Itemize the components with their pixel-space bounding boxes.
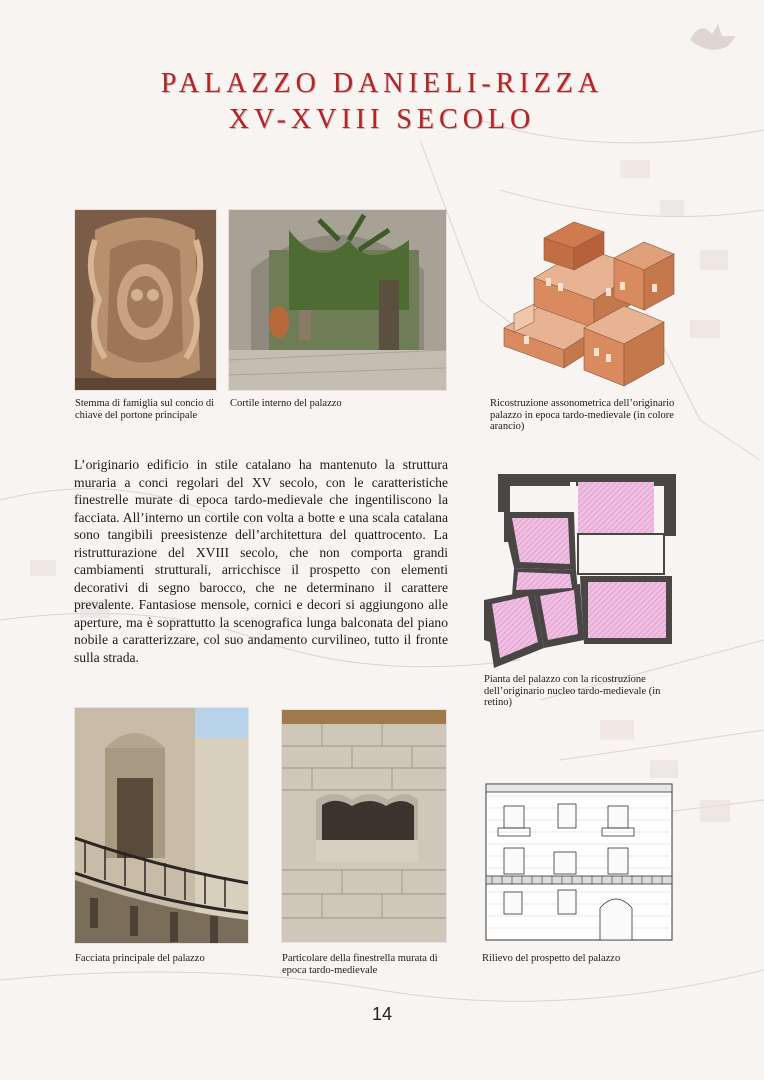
title-line-1: PALAZZO DANIELI-RIZZA xyxy=(160,68,604,99)
body-paragraph: L’originario edificio in stile catalano ha mantenuto la struttura muraria a conci regolari del XV secolo, con le caratteristiche finestrelle murate di epoca tardo-medievale che ingentiliscono la facciata. All’interno un cortile con volta a botte e una scala catalana sono tangibili preesistenze dell’architettura del quattrocento. La ristrutturazione del XVIII secolo, che non comporta grandi cambiamenti strutturali, arricchisce il prospetto con elementi decorativi di segno barocco, che ne determinano il carattere prevalente. Fantasiose mensole, cornici e decori si aggiungono alle aperture, ma è soprattutto la scenografica lunga balconata del piano nobile a caratterizzare, col suo andamento curvilineo, tutto il fronte sulla strada. xyxy=(74,457,448,665)
title-line-2: XV-XVIII SECOLO xyxy=(228,104,536,135)
facade-caption: Facciata principale del palazzo xyxy=(75,953,205,964)
floor-plan-drawing xyxy=(484,472,678,672)
window-detail-caption: Particolare della finestrella murata di epoca tardo-medievale xyxy=(282,953,438,976)
page-number: 14 xyxy=(371,1004,393,1024)
floor-plan-caption: Pianta del palazzo con la ricostruzione dell’originario nucleo tardo-medievale (in retino) xyxy=(484,674,661,708)
facade-photo xyxy=(75,708,248,943)
courtyard-caption: Cortile interno del palazzo xyxy=(230,398,342,409)
axonometric-drawing xyxy=(494,218,680,390)
courtyard-photo xyxy=(229,210,446,390)
elevation-caption: Rilievo del prospetto del palazzo xyxy=(482,953,621,964)
elevation-drawing xyxy=(482,780,676,942)
page-title xyxy=(0,66,764,138)
axonometric-caption: Ricostruzione assonometrica dell’originario palazzo in epoca tardo-medievale (in colore arancio) xyxy=(490,398,675,432)
coat-of-arms-caption: Stemma di famiglia sul concio di chiave del portone principale xyxy=(75,398,215,421)
coat-of-arms-photo xyxy=(75,210,216,390)
window-detail-photo xyxy=(282,710,446,942)
